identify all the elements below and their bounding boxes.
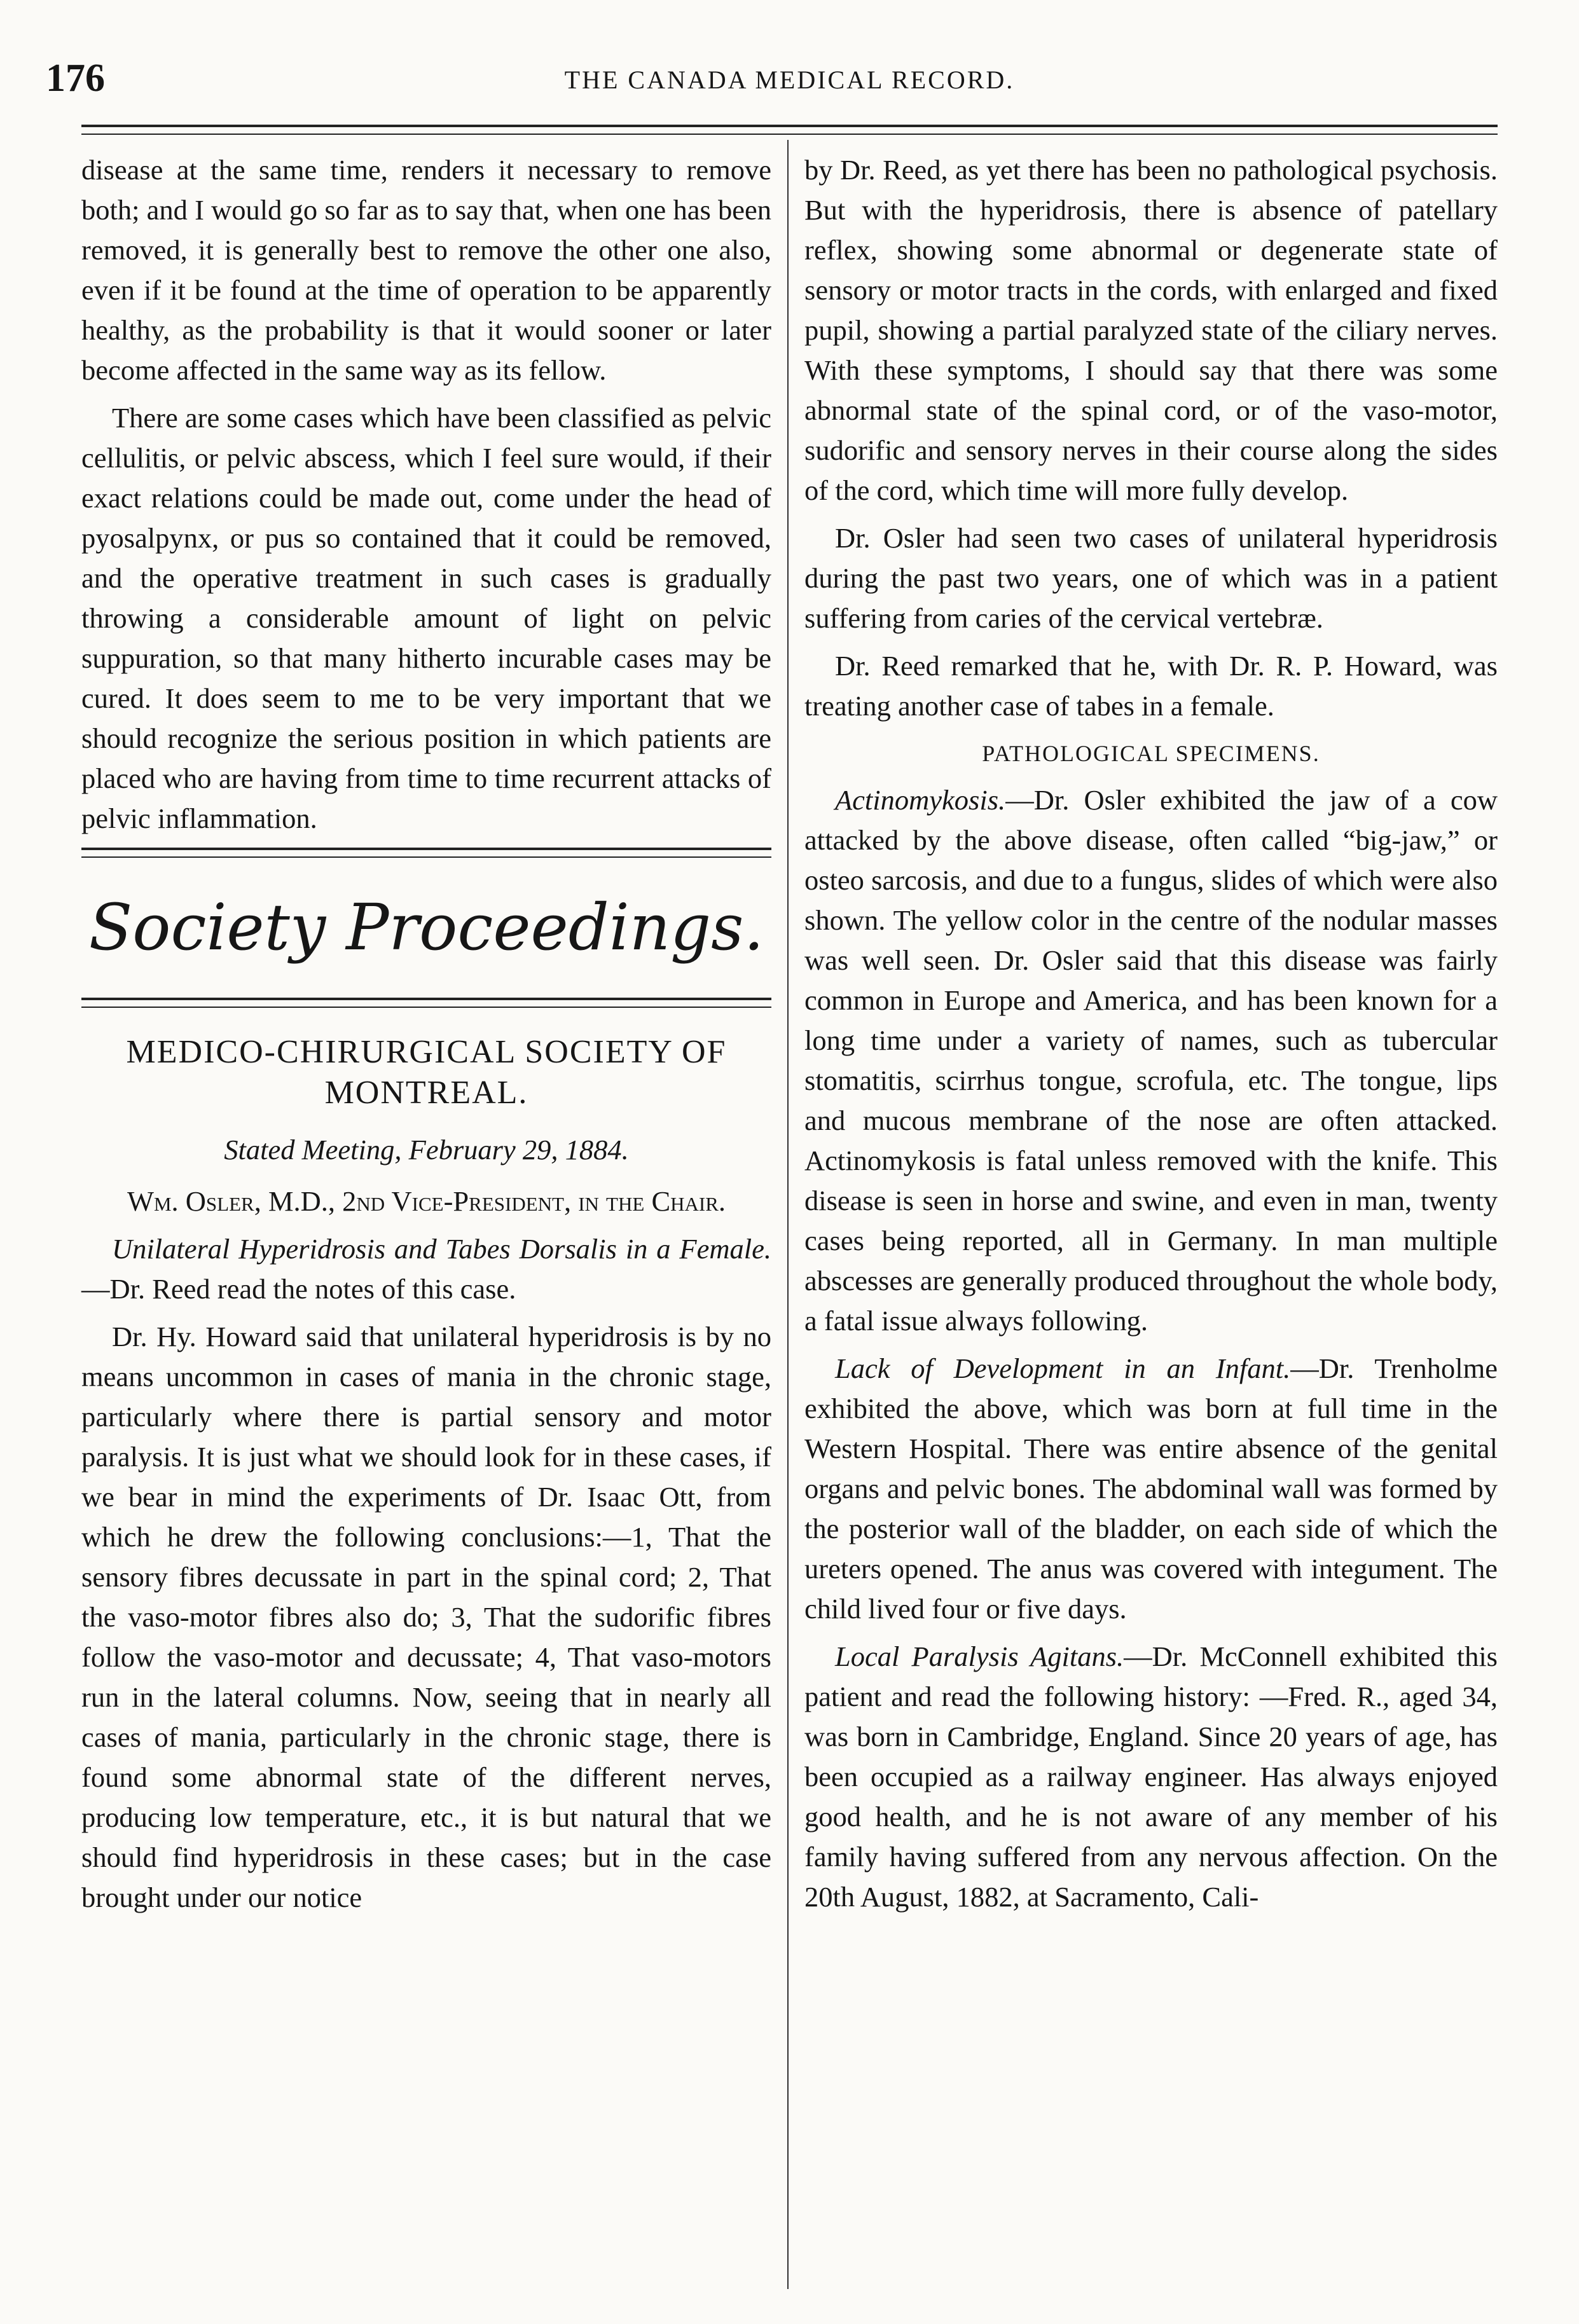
- paragraph: [81, 1229, 771, 1309]
- page-header: [38, 56, 1541, 107]
- left-column: [81, 150, 771, 1925]
- section-title: Society Proceedings.: [88, 890, 764, 965]
- paragraph: [804, 780, 1498, 1341]
- column-divider: [787, 140, 789, 2289]
- case-title: Lack of Development in an Infant.: [835, 1352, 1291, 1384]
- paragraph: disease at the same time, renders it necessary to remove both; and I would go so far as to say that, when one has been removed, it is generally best to remove the other one also, even if it be found at the time of operation to be apparently healthy, as the probability is that it would sooner or later become affected in the same way as its fellow.: [81, 154, 771, 386]
- meeting-chair: Wm. Osler, M.D., 2nd Vice-President, in the Chair.: [127, 1185, 726, 1217]
- page-number: 176: [46, 57, 105, 100]
- paragraph: There are some cases which have been classified as pelvic cellulitis, or pelvic abscess, which I feel sure would, if their exact relations could be made out, come under the head of pyosalpynx, or pus so contained that it could be removed, and the operative treatment in such cases is gradually throwing a considerable amount of light on pelvic suppuration, so that many hitherto incurable cases may be cured. It does seem to me to be very important that we should recognize the serious position in which patients are placed who are having from time to time recurrent attacks of pelvic inflammation.: [81, 402, 771, 834]
- case-text: —Dr. Reed read the notes of this case.: [81, 1273, 516, 1305]
- case-text: —Dr. Trenholme exhibited the above, which was born at full time in the Western Hospital. There was entire absence of the genital organs and pelvic bones. The abdominal wall was formed by the posterior wall of the bladder, on each side of which the ureters opened. The anus was covered with integument. The child lived four or five days.: [804, 1352, 1498, 1625]
- meeting-date: Stated Meeting, February 29, 1884.: [224, 1134, 629, 1165]
- case-title: Unilateral Hyperidrosis and Tabes Dorsalis in a Female.: [112, 1233, 771, 1265]
- right-column: [804, 150, 1498, 1925]
- specimens-heading: PATHOLOGICAL SPECIMENS.: [982, 741, 1320, 766]
- section-rule-top: [81, 848, 771, 858]
- paragraph: [804, 1637, 1498, 1917]
- case-text: —Dr. Osler exhibited the jaw of a cow attacked by the above disease, often called “big-jaw,” or osteo sarcosis, and due to a fungus, slides of which were also shown. The yellow color in the centre of the nodular masses was well seen. Dr. Osler said that this disease was fairly common in Europe and America, and has been known for a long time under a variety of names, such as tubercular stomatitis, scirrhus tongue, scrofula, etc. The tongue, lips and mucous membrane of the nose are often attacked. Actinomykosis is fatal unless removed with the knife. This disease is seen in horse and swine, and even in man, twenty cases being reported, all in Germany. In man multiple abscesses are generally produced throughout the whole body, a fatal issue always following.: [804, 784, 1498, 1337]
- paragraph: Dr. Osler had seen two cases of unilateral hyperidrosis during the past two years, one of which was in a patient suffering from caries of the cervical vertebræ.: [804, 522, 1498, 634]
- paragraph: by Dr. Reed, as yet there has been no pathological psychosis. But with the hyperidrosis, there is absence of patellary reflex, showing some abnormal or degenerate state of sensory or motor tracts in the cords, with enlarged and fixed pupil, showing a partial paralyzed state of the ciliary nerves. With these symptoms, I should say that there was some abnormal state of the spinal cord, or of the vaso-motor, sudorific and sensory nerves in their course along the sides of the cord, which time will more fully develop.: [804, 154, 1498, 506]
- society-heading: MEDICO-CHIRURGICAL SOCIETY OF MONTREAL.: [126, 1034, 727, 1111]
- paragraph: [804, 1349, 1498, 1629]
- section-rule-bottom: [81, 998, 771, 1008]
- paragraph: Dr. Hy. Howard said that unilateral hyperidrosis is by no means uncommon in cases of mania in the chronic stage, particularly where there is partial sensory and motor paralysis. It is just what we should look for in these cases, if we bear in mind the experiments of Dr. Isaac Ott, from which he drew the following conclusions:—1, That the sensory fibres decussate in part in the spinal cord; 2, That the vaso-motor fibres also do; 3, That the sudorific fibres follow the vaso-motor and decussate; 4, That vaso-motors run in the lateral columns. Now, seeing that in nearly all cases of mania, particularly in the chronic stage, there is found some abnormal state of the different nerves, producing low temperature, etc., it is but natural that we should find hyperidrosis in these cases; but in the case brought under our notice: [81, 1321, 771, 1913]
- case-title: Actinomykosis.: [835, 784, 1006, 816]
- paragraph: Dr. Reed remarked that he, with Dr. R. P. Howard, was treating another case of tabes in a female.: [804, 650, 1498, 722]
- case-title: Local Paralysis Agitans.: [835, 1640, 1124, 1672]
- header-rule: [81, 125, 1498, 135]
- case-text: —Dr. McConnell exhibited this patient and read the following history: —Fred. R., aged 34, was born in Cambridge, England. Since 20 years of age, has been occupied as a railway engineer. Has always enjoyed good health, and he is not aware of any member of his family having suffered from any nervous affection. On the 20th August, 1882, at Sacramento, Cali-: [804, 1640, 1498, 1913]
- running-title: THE CANADA MEDICAL RECORD.: [564, 65, 1015, 94]
